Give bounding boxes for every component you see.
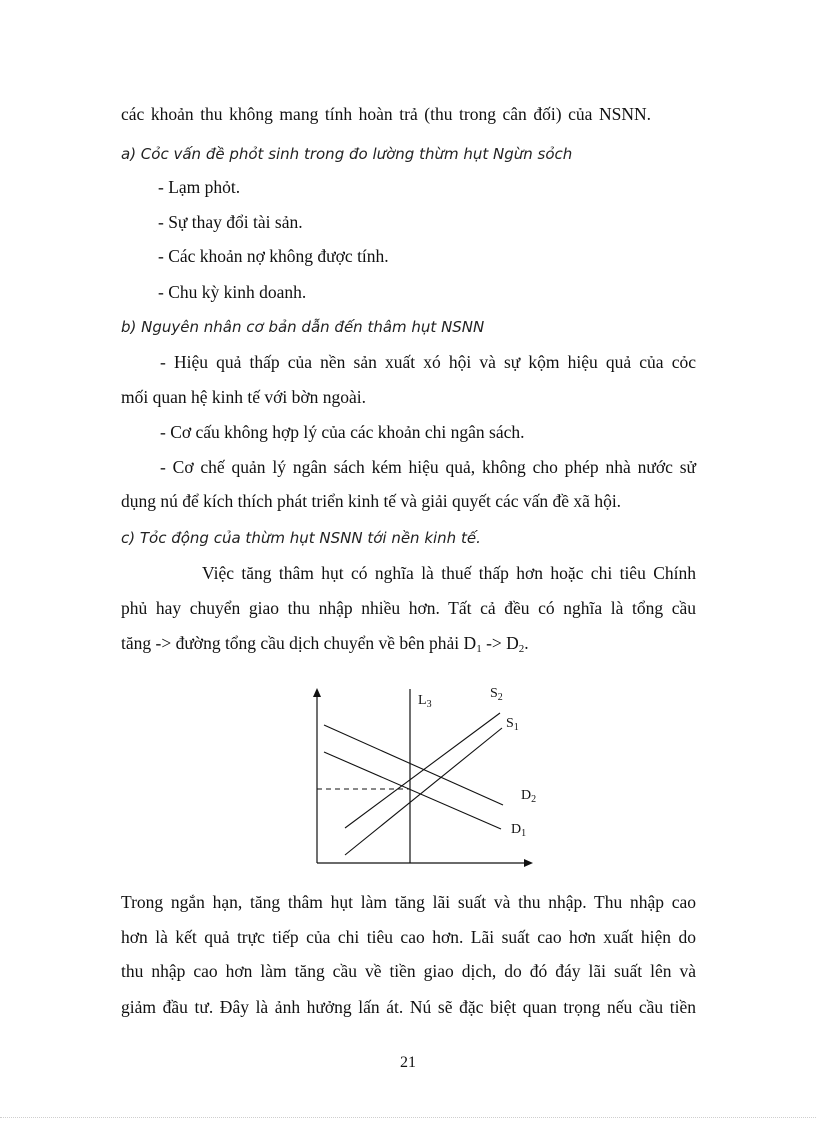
- label-S1: $S_1$: [506, 716, 519, 733]
- paragraph-c1-line3: tăng -> đường tổng cầu dịch chuyển về bên phải $D_1 -> D_2$.: [121, 633, 529, 655]
- label-D1: $D_1$: [511, 822, 527, 839]
- demand-line-D2: [324, 725, 503, 805]
- page-number: 21: [400, 1054, 416, 1071]
- list-item-a1: - Lạm phỏt.: [158, 177, 241, 197]
- page-bottom-divider: [0, 1117, 816, 1118]
- label-S2: $S_2$: [490, 686, 503, 703]
- supply-line-S1: [345, 728, 502, 855]
- demand-line-D1: [324, 752, 501, 829]
- paragraph-b1-line1: - Hiệu quả thấp của nền sản xuất xó hội và sự kộm hiệu quả của cỏc: [160, 352, 696, 372]
- paragraph-c1-line2: phủ hay chuyển giao thu nhập nhiều hơn. Tất cả đều có nghĩa là tổng cầu: [121, 598, 696, 618]
- heading-a: a) Cỏc vấn đề phỏt sinh trong đo lường thừm hụt Ngừn sỏch: [121, 145, 573, 163]
- label-L3: $L_3$: [418, 693, 432, 710]
- list-item-a4: - Chu kỳ kinh doanh.: [158, 282, 307, 302]
- list-item-a3: - Các khoản nợ không được tính.: [158, 246, 389, 266]
- paragraph-intro: các khoản thu không mang tính hoàn trả (thu trong cân đối) của NSNN.: [121, 104, 651, 124]
- paragraph-b3-line1: - Cơ chế quản lý ngân sách kém hiệu quả, không cho phép nhà nước sử: [160, 457, 696, 477]
- aggregate-demand-supply-figure: [300, 685, 540, 870]
- heading-c: c) Tỏc động của thừm hụt NSNN tới nền kinh tế.: [121, 529, 481, 547]
- heading-b: b) Nguyên nhân cơ bản dẫn đến thâm hụt NSNN: [121, 318, 485, 336]
- paragraph-end-line3: thu nhập cao hơn làm tăng cầu về tiền giao dịch, do đó đáy lãi suất lên và: [121, 961, 696, 981]
- paragraph-b2: - Cơ cấu không hợp lý của các khoản chi ngân sách.: [160, 422, 525, 442]
- x-axis-arrow-icon: [524, 859, 533, 867]
- paragraph-b1-line2: mối quan hệ kinh tế với bờn ngoài.: [121, 387, 366, 407]
- paragraph-end-line4: giảm đầu tư. Đây là ảnh hưởng lấn át. Nú sẽ đặc biệt quan trọng nếu cầu tiền: [121, 997, 696, 1017]
- paragraph-end-line1: Trong ngắn hạn, tăng thâm hụt làm tăng lãi suất và thu nhập. Thu nhập cao: [121, 892, 696, 912]
- label-D2: $D_2$: [521, 788, 537, 805]
- y-axis-arrow-icon: [313, 688, 321, 697]
- paragraph-end-line2: hơn là kết quả trực tiếp của chi tiêu cao hơn. Lãi suất cao hơn xuất hiện do: [121, 927, 696, 947]
- supply-line-S2: [345, 713, 500, 828]
- paragraph-c1-line1: Việc tăng thâm hụt có nghĩa là thuế thấp hơn hoặc chi tiêu Chính: [202, 563, 696, 583]
- paragraph-b3-line2: dụng nú để kích thích phát triển kinh tế và giải quyết các vấn đề xã hội.: [121, 491, 622, 511]
- figure-svg: [300, 685, 540, 870]
- list-item-a2: - Sự thay đổi tài sản.: [158, 212, 303, 232]
